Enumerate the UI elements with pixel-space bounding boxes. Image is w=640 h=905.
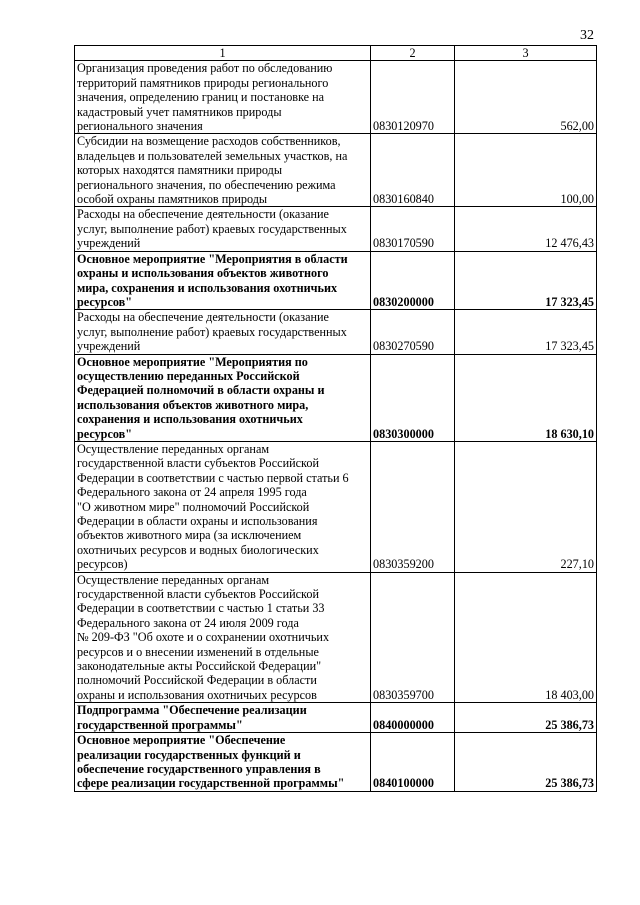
row-name-cell: Основное мероприятие "Обеспечение реализации государственных функций и обеспечение государственного управления в сфере реализации государственной программы" [75, 733, 371, 792]
row-code-cell: 0830270590 [371, 310, 455, 354]
table-row [75, 134, 597, 207]
row-name-cell: Осуществление переданных органам государственной власти субъектов Российской Федерации в соответствии с частью 1 статьи 33 Федерального закона от 24 июля 2009 года № 209-ФЗ "Об охоте и о сохранении охотничьих ресурсов и о внесении изменений в отдельные законодательные акты Российской Федерации" полномочий Российской Федерации в области охраны и использования охотничьих ресурсов [75, 572, 371, 703]
row-code-cell: 0830300000 [371, 354, 455, 441]
row-amount-cell: 25 386,73 [455, 733, 597, 792]
row-name-cell: Расходы на обеспечение деятельности (оказание услуг, выполнение работ) краевых государственных учреждений [75, 207, 371, 251]
row-code-cell: 0830170590 [371, 207, 455, 251]
row-amount-cell: 100,00 [455, 134, 597, 207]
budget-table [74, 45, 597, 792]
row-name-cell: Организация проведения работ по обследованию территорий памятников природы регионального значения, определению границ и постановке на кадастровый учет памятников природы регионального значения [75, 61, 371, 134]
row-amount-cell: 25 386,73 [455, 703, 597, 733]
row-name-cell: Подпрограмма "Обеспечение реализации государственной программы" [75, 703, 371, 733]
table-row [75, 703, 597, 733]
table-row [75, 733, 597, 792]
row-code-cell: 0830200000 [371, 251, 455, 310]
column-header-code: 2 [371, 46, 455, 61]
table-row [75, 207, 597, 251]
table-row [75, 441, 597, 572]
table-row [75, 572, 597, 703]
row-amount-cell: 17 323,45 [455, 310, 597, 354]
row-amount-cell: 18 403,00 [455, 572, 597, 703]
table-row [75, 354, 597, 441]
row-amount-cell: 17 323,45 [455, 251, 597, 310]
row-amount-cell: 227,10 [455, 441, 597, 572]
row-name-cell: Осуществление переданных органам государственной власти субъектов Российской Федерации в соответствии с частью первой статьи 6 Федерального закона от 24 апреля 1995 года "О животном мире" полномочий Российской Федерации в области охраны и использования объектов животного мира (за исключением охотничьих ресурсов и водных биологических ресурсов) [75, 441, 371, 572]
row-code-cell: 0840100000 [371, 733, 455, 792]
row-name-cell: Основное мероприятие "Мероприятия по осуществлению переданных Российской Федерацией полномочий в области охраны и использования объектов животного мира, сохранения и использования охотничьих ресурсов" [75, 354, 371, 441]
row-code-cell: 0830120970 [371, 61, 455, 134]
row-code-cell: 0830359200 [371, 441, 455, 572]
row-code-cell: 0830359700 [371, 572, 455, 703]
row-name-cell: Расходы на обеспечение деятельности (оказание услуг, выполнение работ) краевых государственных учреждений [75, 310, 371, 354]
column-header-amount: 3 [455, 46, 597, 61]
row-amount-cell: 562,00 [455, 61, 597, 134]
page-number: 32 [580, 28, 594, 43]
row-amount-cell: 18 630,10 [455, 354, 597, 441]
column-header-name: 1 [75, 46, 371, 61]
row-code-cell: 0830160840 [371, 134, 455, 207]
table-row [75, 61, 597, 134]
table-header-row [75, 46, 597, 61]
table-row [75, 310, 597, 354]
row-name-cell: Субсидии на возмещение расходов собственников, владельцев и пользователей земельных участков, на которых находятся памятники природы регионального значения, по обеспечению режима особой охраны памятников природы [75, 134, 371, 207]
row-code-cell: 0840000000 [371, 703, 455, 733]
table-row [75, 251, 597, 310]
row-amount-cell: 12 476,43 [455, 207, 597, 251]
row-name-cell: Основное мероприятие "Мероприятия в области охраны и использования объектов животного мира, сохранения и использования охотничьих ресурсов" [75, 251, 371, 310]
